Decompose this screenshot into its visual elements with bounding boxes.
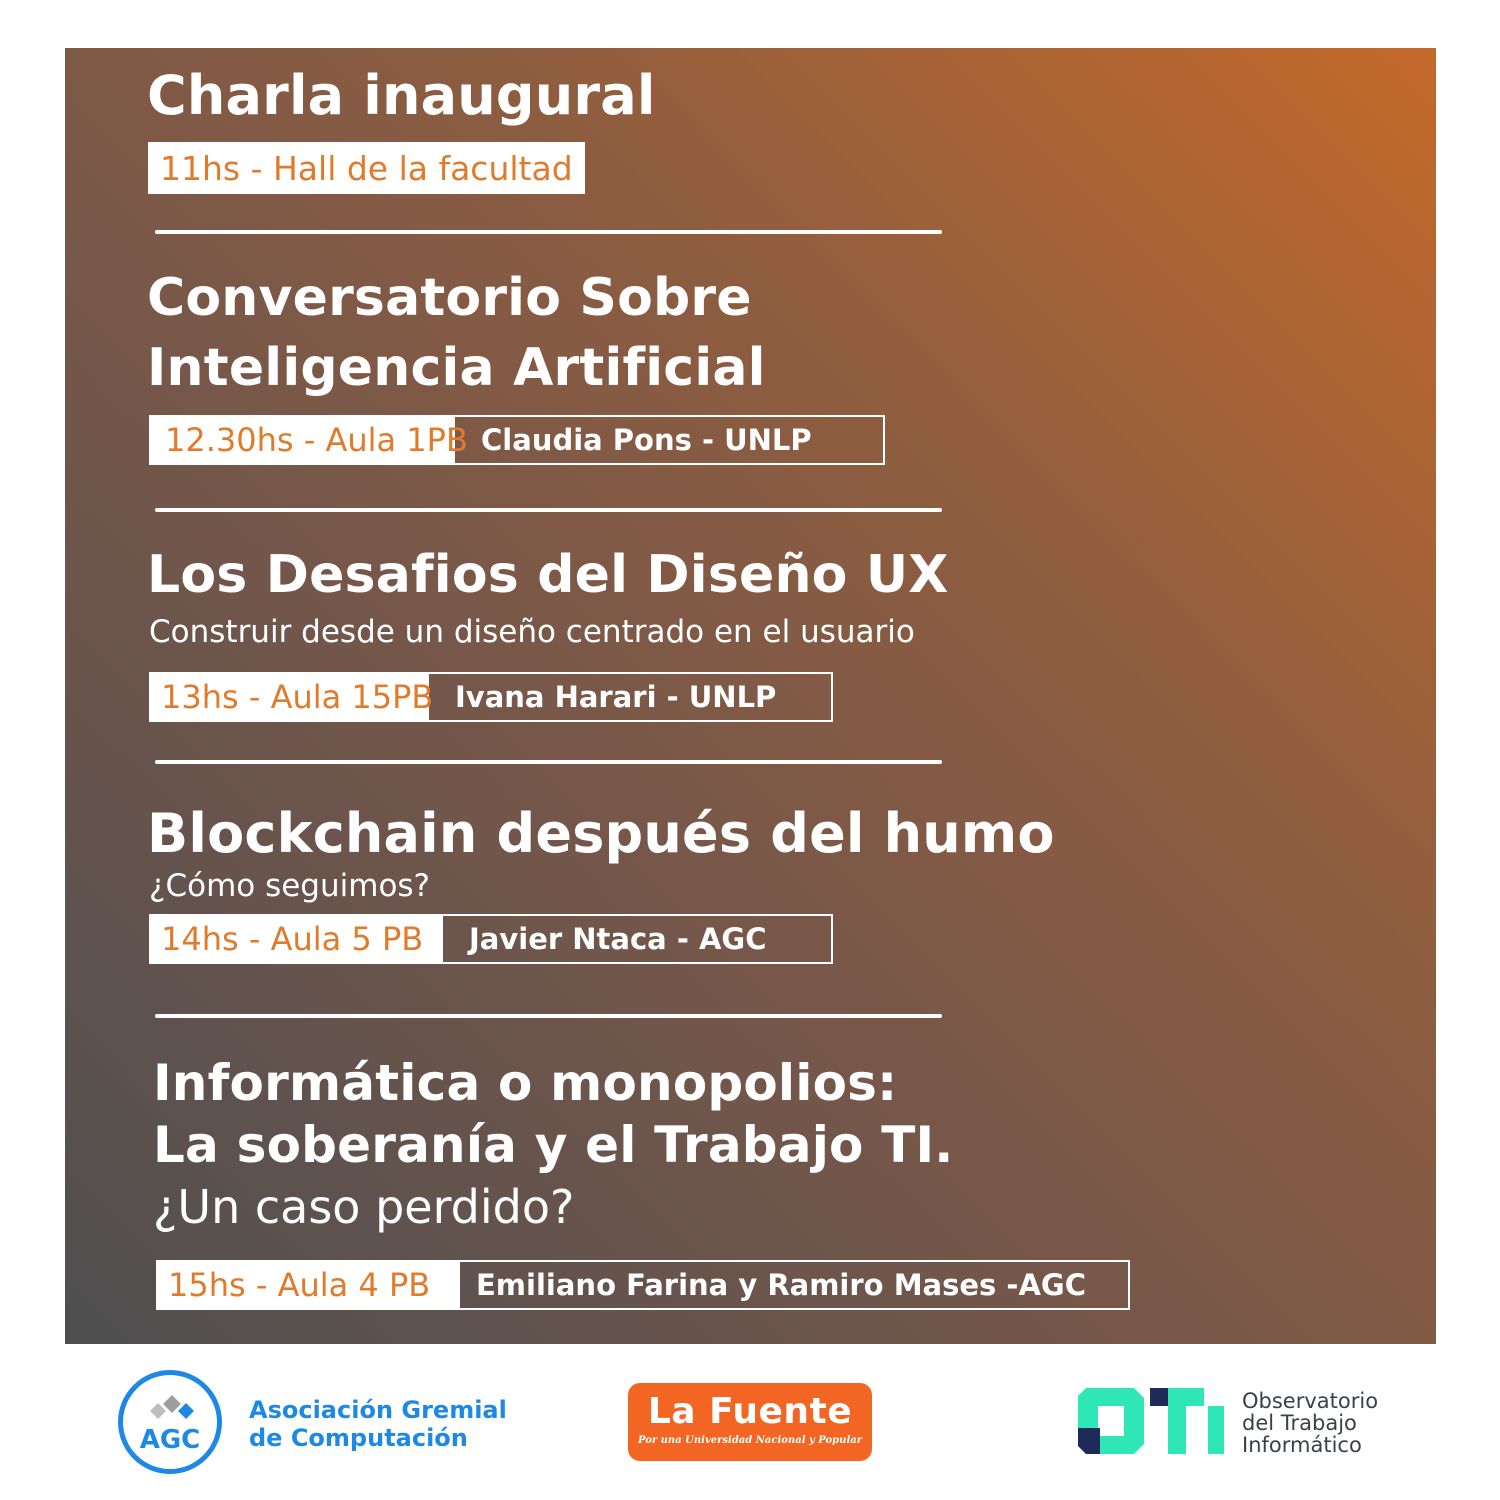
event-time-tag xyxy=(156,1260,1130,1310)
event-time-tag xyxy=(148,142,585,194)
event-subtitle: ¿Cómo seguimos? xyxy=(149,868,431,904)
section-divider xyxy=(155,1014,942,1018)
event-time: 13hs - Aula 15PB xyxy=(151,674,429,720)
event-time: 14hs - Aula 5 PB xyxy=(151,916,443,962)
event-time: 15hs - Aula 4 PB xyxy=(158,1262,460,1308)
oti-name-line: Observatorio xyxy=(1242,1389,1379,1413)
agc-diamonds-icon xyxy=(148,1389,198,1419)
event-title: Charla inaugural xyxy=(147,64,656,127)
oti-name-line: Informático xyxy=(1242,1433,1362,1457)
event-time: 11hs - Hall de la facultad xyxy=(150,144,583,192)
event-time: 12.30hs - Aula 1PB xyxy=(151,417,455,463)
agc-abbr: AGC xyxy=(139,1425,201,1455)
event-title: Inteligencia Artificial xyxy=(147,338,766,398)
event-time-tag xyxy=(149,415,885,465)
agc-logo xyxy=(118,1370,222,1474)
agc-name xyxy=(249,1396,507,1452)
oti-name xyxy=(1242,1390,1378,1456)
agc-name-line: Asociación Gremial xyxy=(249,1396,507,1424)
lafuente-tagline: Por una Universidad Nacional y Popular xyxy=(637,1435,862,1446)
oti-name-line: del Trabajo xyxy=(1242,1411,1357,1435)
agc-name-line: de Computación xyxy=(249,1424,468,1452)
event-title: Blockchain después del humo xyxy=(147,802,1055,865)
event-title: Informática o monopolios: xyxy=(153,1054,898,1112)
oti-logo-icon xyxy=(1078,1388,1224,1454)
event-title: Los Desafios del Diseño UX xyxy=(147,545,949,605)
section-divider xyxy=(155,760,942,764)
event-title: La soberanía y el Trabajo TI. xyxy=(153,1116,954,1174)
event-speaker: Claudia Pons - UNLP xyxy=(481,423,812,457)
schedule-panel xyxy=(65,48,1436,1344)
event-time-tag xyxy=(149,914,833,964)
lafuente-logo xyxy=(628,1383,872,1461)
event-speaker: Javier Ntaca - AGC xyxy=(469,922,767,956)
event-speaker: Emiliano Farina y Ramiro Mases -AGC xyxy=(476,1268,1086,1302)
lafuente-name: La Fuente xyxy=(647,1391,853,1432)
section-divider xyxy=(155,508,942,512)
event-speaker: Ivana Harari - UNLP xyxy=(455,680,777,714)
section-divider xyxy=(155,230,942,234)
event-subtitle: ¿Un caso perdido? xyxy=(153,1180,575,1234)
event-title: Conversatorio Sobre xyxy=(147,268,752,328)
event-time-tag xyxy=(149,672,833,722)
event-subtitle: Construir desde un diseño centrado en el usuario xyxy=(149,614,915,650)
